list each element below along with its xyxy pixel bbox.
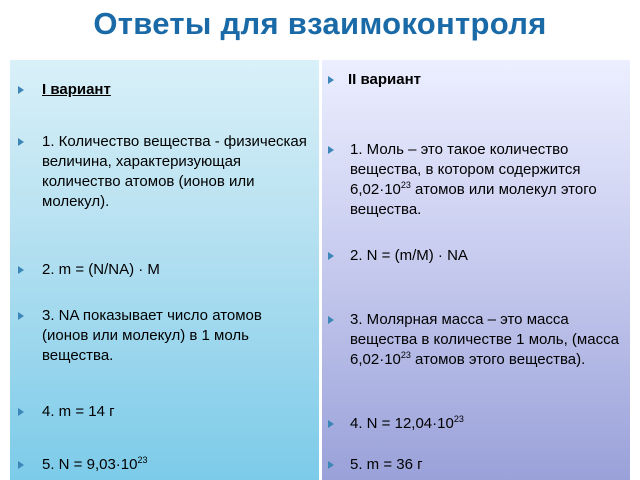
bullet-icon bbox=[328, 76, 334, 84]
exponent: 23 bbox=[400, 350, 411, 360]
variant-1-heading: I вариант bbox=[42, 81, 111, 98]
answer-5-base: 5. N = 9,03·10 bbox=[42, 456, 138, 473]
bullet-icon bbox=[18, 312, 24, 320]
variant-2-panel bbox=[322, 60, 630, 480]
bullet-icon bbox=[18, 86, 24, 94]
variant-2-heading: II вариант bbox=[348, 71, 422, 88]
exponent: 23 bbox=[453, 414, 464, 424]
variant-1-answer-4: 4. m = 14 г bbox=[42, 403, 115, 420]
variant-1-answer-1: 1. Количество вещества - физическая величина, характеризующая количество атомов (ионов или молекул). bbox=[42, 133, 307, 210]
bullet-icon bbox=[328, 316, 334, 324]
bullet-icon bbox=[328, 420, 334, 428]
bullet-icon bbox=[18, 461, 24, 469]
bullet-icon bbox=[328, 461, 334, 469]
bullet-icon bbox=[328, 146, 334, 154]
variant-2-answer-4: 4. $N = 12,04\cdot 10^{23}$ bbox=[350, 414, 464, 432]
variant-1-answer-5 bbox=[42, 455, 312, 475]
bullet-icon bbox=[18, 138, 24, 146]
exponent: 23 bbox=[400, 180, 411, 190]
variant-1-answer-3: 3. NA показывает число атомов (ионов или молекул) в 1 моль вещества. bbox=[42, 307, 262, 364]
variant-1-panel bbox=[10, 60, 319, 480]
bullet-icon bbox=[18, 266, 24, 274]
variant-2-answer-1: 1. Моль – это такое количество вещества, в котором содержится $6,02\cdot 10^{23}$ атомов или молекул этого вещества. bbox=[350, 141, 597, 218]
variant-2-answer-3: 3. Молярная масса – это масса вещества в количестве 1 моль, (масса $6,02\cdot 10^{23}$ атомов этого вещества). bbox=[350, 311, 619, 368]
bullet-icon bbox=[328, 252, 334, 260]
variant-2-answer-2: 2. N = (m/M) · NA bbox=[350, 247, 468, 264]
answer-5-exponent: 23 bbox=[137, 455, 148, 465]
variant-2-answer-5: 5. m = 36 г bbox=[350, 456, 423, 473]
bullet-icon bbox=[18, 408, 24, 416]
page-title: Ответы для взаимоконтроля bbox=[93, 6, 547, 41]
variant-1-answer-2: 2. m = (N/NA) · M bbox=[42, 261, 160, 278]
